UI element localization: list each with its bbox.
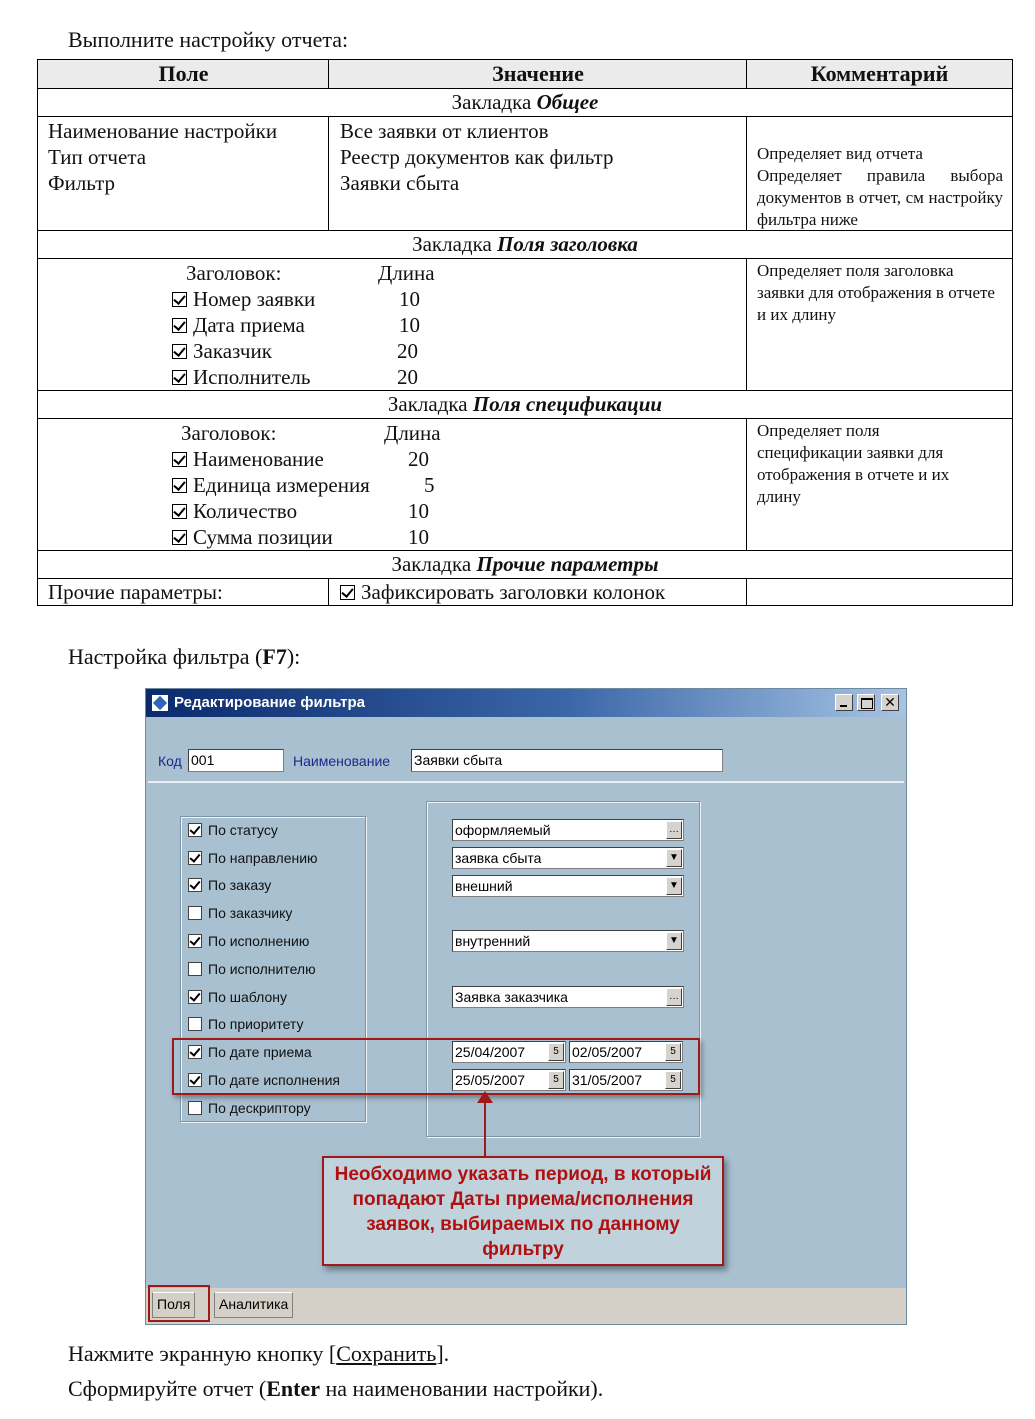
- ellipsis-icon: …: [666, 821, 682, 839]
- checkbox-icon: [188, 1101, 202, 1115]
- value-filter: Заявки сбыта: [340, 171, 460, 195]
- dropdown-arrow-icon: ▼: [666, 932, 682, 950]
- checkbox-checked-icon: [172, 504, 187, 519]
- name-label: Наименование: [293, 753, 391, 769]
- tab-highlight-box: [148, 1285, 210, 1322]
- dropdown-arrow-icon: ▼: [666, 849, 682, 867]
- checkbox-checked-icon: [172, 478, 187, 493]
- header-item: Заказчик: [172, 338, 272, 364]
- section-header-fields: [37, 230, 1013, 259]
- section-general: [37, 88, 1013, 117]
- section-general-prefix: Закладка: [451, 90, 532, 114]
- spec-item: Единица измерения: [172, 472, 370, 498]
- spec-col-length: Длина: [384, 421, 441, 445]
- field-setting-name: Наименование настройки: [48, 119, 278, 143]
- header-item: Дата приема: [172, 312, 305, 338]
- checkbox-by-execution[interactable]: По исполнению: [188, 932, 309, 950]
- order-select[interactable]: внешний ▼: [452, 875, 684, 897]
- header-col-length: Длина: [378, 261, 435, 285]
- value-other: Зафиксировать заголовки колонок: [340, 579, 665, 605]
- checkbox-checked-icon: [340, 585, 355, 600]
- header-item-length: 20: [397, 339, 418, 363]
- header-item: Номер заявки: [172, 286, 315, 312]
- dialog-title: Редактирование фильтра: [174, 694, 366, 711]
- value-setting-name: Все заявки от клиентов: [340, 119, 549, 143]
- checkbox-checked-icon: [172, 318, 187, 333]
- date-highlight-box: [172, 1038, 700, 1095]
- header-item-length: 10: [399, 313, 420, 337]
- checkbox-icon: [188, 906, 202, 920]
- header-col-title: Заголовок:: [186, 261, 282, 285]
- spec-item-length: 5: [424, 473, 435, 497]
- calendar-icon: 5: [665, 1071, 681, 1089]
- checkbox-by-order[interactable]: По заказу: [188, 876, 271, 894]
- code-label: Код: [158, 753, 182, 769]
- general-row: [37, 116, 1013, 231]
- tab-fields[interactable]: Поля: [152, 1292, 195, 1318]
- checkbox-checked-icon: [172, 452, 187, 467]
- field-other: Прочие параметры:: [48, 580, 223, 604]
- checkbox-icon: [188, 851, 202, 865]
- spec-col-title: Заголовок:: [181, 421, 277, 445]
- filter-heading: Настройка фильтра (F7):: [68, 644, 301, 669]
- tab-analytics[interactable]: Аналитика: [214, 1292, 293, 1318]
- checkbox-by-exec-date[interactable]: По дате исполнения: [188, 1071, 340, 1089]
- checkbox-checked-icon: [172, 344, 187, 359]
- spec-item-length: 20: [408, 447, 429, 471]
- maximize-icon[interactable]: [857, 694, 875, 711]
- section-header-prefix: Закладка: [412, 232, 492, 256]
- ellipsis-icon: …: [666, 988, 682, 1006]
- close-icon[interactable]: ✕: [881, 694, 899, 711]
- checkbox-by-descriptor[interactable]: По дескриптору: [188, 1099, 311, 1117]
- minimize-icon[interactable]: [835, 694, 853, 711]
- checkbox-by-receive-date[interactable]: По дате приема: [188, 1043, 312, 1061]
- execution-select[interactable]: внутренний ▼: [452, 930, 684, 952]
- checkbox-by-priority[interactable]: По приоритету: [188, 1015, 303, 1033]
- checkbox-icon: [188, 962, 202, 976]
- hotkey-enter: Enter: [266, 1376, 321, 1401]
- comment-header-fields: Определяет поля заголовка заявки для отображения в отчете и их длину: [757, 261, 995, 324]
- dialog-titlebar[interactable]: [146, 689, 906, 717]
- checkbox-icon: [188, 934, 202, 948]
- calendar-icon: 5: [548, 1043, 564, 1061]
- field-report-type: Тип отчета: [48, 145, 147, 169]
- checkbox-by-executor[interactable]: По исполнителю: [188, 960, 316, 978]
- status-select[interactable]: оформляемый …: [452, 819, 684, 841]
- section-header-name: Поля заголовка: [497, 232, 638, 256]
- exec-date-to[interactable]: 31/05/2007 5: [569, 1069, 683, 1091]
- receive-date-to[interactable]: 02/05/2007 5: [569, 1041, 683, 1063]
- header-item-length: 10: [399, 287, 420, 311]
- section-other-name: Прочие параметры: [476, 552, 659, 576]
- calendar-icon: 5: [548, 1071, 564, 1089]
- value-report-type: Реестр документов как фильтр: [340, 145, 614, 169]
- name-input[interactable]: Заявки сбыта: [411, 749, 723, 772]
- section-spec-prefix: Закладка: [387, 392, 468, 416]
- checkbox-by-status[interactable]: По статусу: [188, 821, 278, 839]
- checkbox-checked-icon: [172, 530, 187, 545]
- direction-select[interactable]: заявка сбыта ▼: [452, 847, 684, 869]
- checkbox-icon: [188, 823, 202, 837]
- comment-filter: Определяет правила выбора документов в отчет, см настройку фильтра ниже: [757, 166, 1003, 229]
- spec-item-length: 10: [408, 499, 429, 523]
- hotkey-f7: F7: [262, 644, 287, 669]
- spec-fields-row: [37, 418, 1013, 551]
- exec-date-from[interactable]: 25/05/2007 5: [452, 1069, 566, 1091]
- calendar-icon: 5: [665, 1043, 681, 1061]
- receive-date-from[interactable]: 25/04/2007 5: [452, 1041, 566, 1063]
- section-other-prefix: Закладка: [391, 552, 472, 576]
- section-general-name: Общее: [536, 90, 599, 114]
- header-item-length: 20: [397, 365, 418, 389]
- checkbox-by-customer[interactable]: По заказчику: [188, 904, 292, 922]
- spec-item: Наименование: [172, 446, 324, 472]
- checkbox-by-direction[interactable]: По направлению: [188, 849, 318, 867]
- app-icon: [152, 695, 168, 711]
- callout-note: Необходимо указать период, в который попадают Даты приема/исполнения заявок, выбираемых по данному фильтру: [322, 1156, 724, 1266]
- comment-spec-fields: Определяет поля спецификации заявки для отображения в отчете и их длину: [757, 421, 950, 506]
- checkbox-checked-icon: [172, 292, 187, 307]
- header-comment: Комментарий: [810, 61, 949, 86]
- filter-dialog: [145, 688, 907, 1325]
- spec-item: Количество: [172, 498, 297, 524]
- spec-item: Сумма позиции: [172, 524, 333, 550]
- dropdown-arrow-icon: ▼: [666, 877, 682, 895]
- template-select[interactable]: Заявка заказчика …: [452, 986, 684, 1008]
- header-item: Исполнитель: [172, 364, 310, 390]
- comment-report-type: Определяет вид отчета: [757, 144, 923, 163]
- save-link: Сохранить: [336, 1341, 437, 1366]
- intro-text: Выполните настройку отчета:: [68, 27, 349, 52]
- section-spec-name: Поля спецификации: [472, 392, 663, 416]
- header-field: Поле: [158, 61, 209, 86]
- checkbox-by-template[interactable]: По шаблону: [188, 988, 287, 1006]
- checkbox-icon: [188, 1017, 202, 1031]
- header-value: Значение: [492, 61, 584, 86]
- section-other: [37, 550, 1013, 579]
- arrow-line: [484, 1097, 486, 1157]
- checkbox-checked-icon: [172, 370, 187, 385]
- table-header-row: [37, 59, 1013, 89]
- header-fields-row: [37, 258, 1013, 391]
- spec-item-length: 10: [408, 525, 429, 549]
- field-filter: Фильтр: [48, 171, 116, 195]
- other-row: [37, 578, 1013, 606]
- checkbox-icon: [188, 878, 202, 892]
- section-spec-fields: [37, 390, 1013, 419]
- footer-run-instruction: Сформируйте отчет (Enter на наименовании настройки).: [68, 1376, 604, 1401]
- footer-save-instruction: Нажмите экранную кнопку [Сохранить].: [68, 1341, 450, 1366]
- code-input[interactable]: 001: [188, 749, 284, 772]
- checkbox-icon: [188, 990, 202, 1004]
